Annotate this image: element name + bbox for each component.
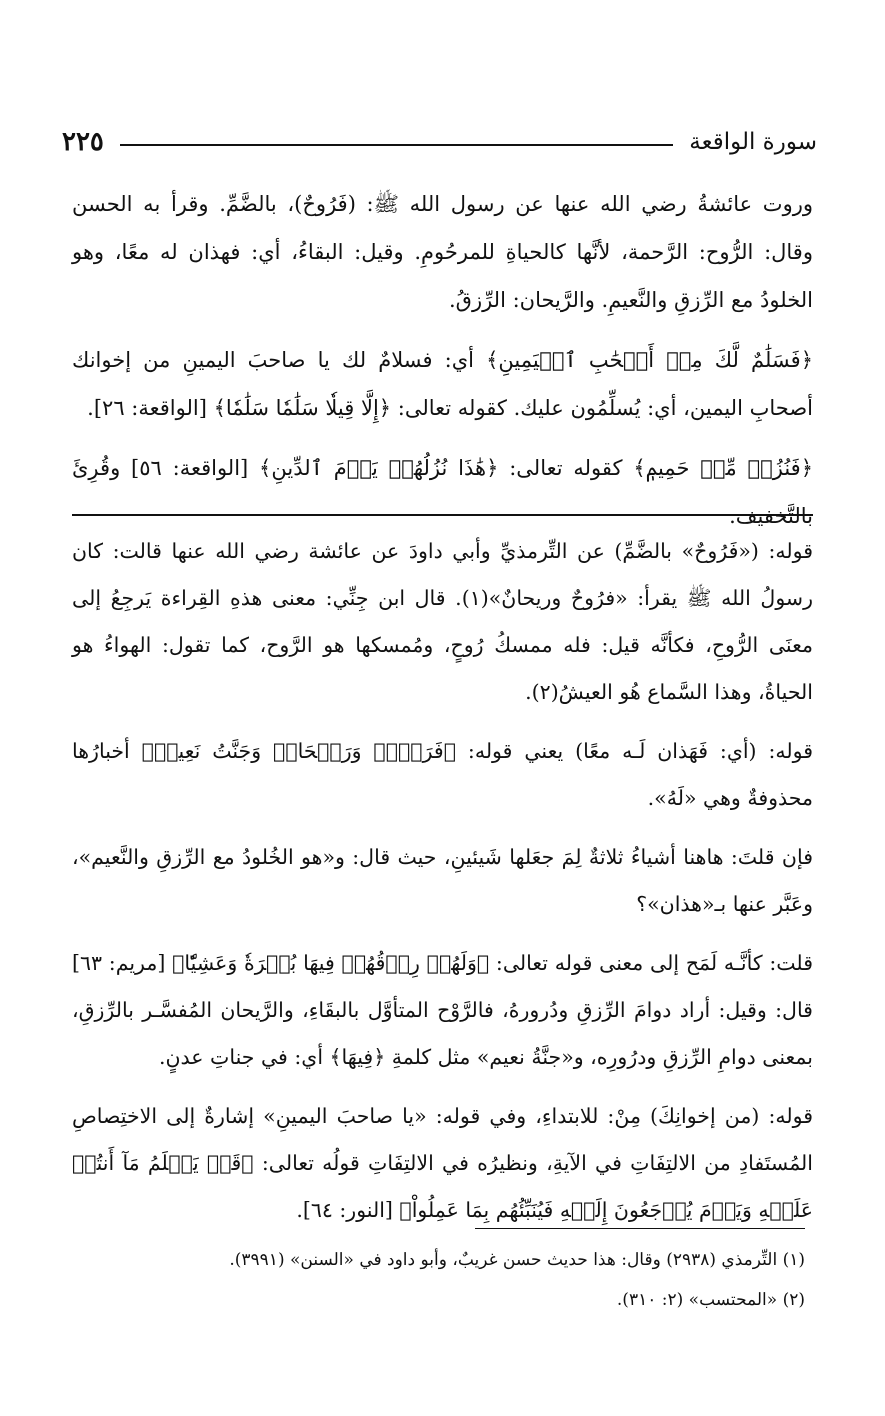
commentary-paragraph: فإن قلتَ: هاهنا أشياءُ ثلاثةٌ لِمَ جعَلها شَيئينِ، حيث قال: و«هو الخُلودُ مع الرِّزقِ والنَّعيم»، وعَبَّر عنها بـ«هذان»؟ — [72, 845, 813, 916]
text-separator — [72, 514, 813, 516]
footnote-separator — [475, 1228, 805, 1229]
main-text — [72, 180, 813, 540]
commentary-paragraph: قوله: (أي: فَهَذان لَـه معًا) يعني قوله: ﴿فَرَوۡحٞ وَرَيۡحَانٞ وَجَنَّتُ نَعِيمٖ﴾ أخبارُها محذوفةٌ وهي «لَهُ». — [72, 739, 813, 810]
commentary — [72, 528, 813, 1234]
page-header — [62, 122, 817, 162]
footnotes — [80, 1240, 805, 1320]
surah-title: سورة الواقعة — [689, 129, 817, 155]
page-number: ٢٢٥ — [62, 127, 104, 157]
main-paragraph: ﴿فَنُزُلٞ مِّنۡ حَمِيمٖ﴾ كقوله تعالى: ﴿هَٰذَا نُزُلُهُمۡ يَوۡمَ ٱلدِّينِ﴾ [الواقعة: ٥٦] وقُرِئَ بالتَّخفيف. — [72, 456, 813, 528]
main-paragraph: ﴿فَسَلَٰمٌ لَّكَ مِنۡ أَصۡحَٰبِ ٱلۡيَمِينِ﴾ أي: فسلامٌ لك يا صاحبَ اليمينِ من إخوانك أصحابِ اليمين، أي: يُسلِّمُون عليك. كقوله تعالى: ﴿إِلَّا قِيلٗا سَلَٰمٗا سَلَٰمٗا﴾ [الواقعة: ٢٦]. — [72, 348, 813, 420]
header-rule — [120, 144, 673, 146]
footnote: (٢) «المحتسب» (٢: ٣١٠). — [616, 1290, 805, 1310]
footnote: (١) التِّرمذي (٢٩٣٨) وقال: هذا حديث حسن غريبٌ، وأبو داود في «السنن» (٣٩٩١). — [229, 1250, 805, 1270]
commentary-paragraph: قوله: («فَرُوحٌ» بالضَّمِّ) عن التِّرمذيِّ وأبي داودَ عن عائشة رضي الله عنها قالت: كان رسولُ الله ﷺ يقرأ: «فرُوحٌ وريحانٌ»(١). قال ابن جِنِّي: معنى هذهِ القِراءة يَرجِعُ إلى معنَى الرُّوحِ، فكأنَّه قيل: فله ممسكُ رُوحٍ، ومُمسكها هو الرَّوح، كما تقول: الهواءُ هو الحياةُ، وهذا السَّماع هُو العيشُ(٢). — [72, 539, 813, 704]
main-paragraph: وروت عائشةُ رضي الله عنها عن رسول الله ﷺ: (فَرُوحٌ)، بالضَّمِّ. وقرأ به الحسن وقال: الرُّوح: الرَّحمة، لأنَّها كالحياةِ للمرحُومِ. وقيل: البقاءُ، أي: فهذان له معًا، وهو الخلودُ مع الرِّزقِ والنَّعيمِ. والرَّيحان: الرِّزقُ. — [72, 192, 813, 312]
commentary-paragraph: قلت: كأنَّـه لَمَح إلى معنى قوله تعالى: ﴿وَلَهُمۡ رِزۡقُهُمۡ فِيهَا بُكۡرَةٗ وَعَشِيّٗا﴾ [مريم: ٦٣] قال: وقيل: أراد دوامَ الرِّزقِ ودُرورهُ، فالرَّوْح المتأوَّل بالبقَاءِ، والرَّيحان المُفسَّـر بالرِّزقِ، بمعنى دوامِ الرِّزقِ ودرُورِه، و«جنَّةُ نعيم» مثل كلمةِ ﴿فِيهَا﴾ أي: في جناتِ عدنٍ. — [72, 951, 813, 1069]
commentary-paragraph: قوله: (من إخوانِكَ) مِنْ: للابتداءِ، وفي قوله: «يا صاحبَ اليمينِ» إشارةٌ إلى الاختِصاصِ المُستَفادِ من الالتِفَاتِ في الآيةِ، ونظيرُه في الالتِفَاتِ قولُه تعالى: ﴿قَدۡ يَعۡلَمُ مَآ أَنتُمۡ عَلَيۡهِ وَيَوۡمَ يُرۡجَعُونَ إِلَيۡهِ فَيُنَبِّئُهُم بِمَا عَمِلُواْ﴾ [النور: ٦٤]. — [72, 1104, 813, 1222]
